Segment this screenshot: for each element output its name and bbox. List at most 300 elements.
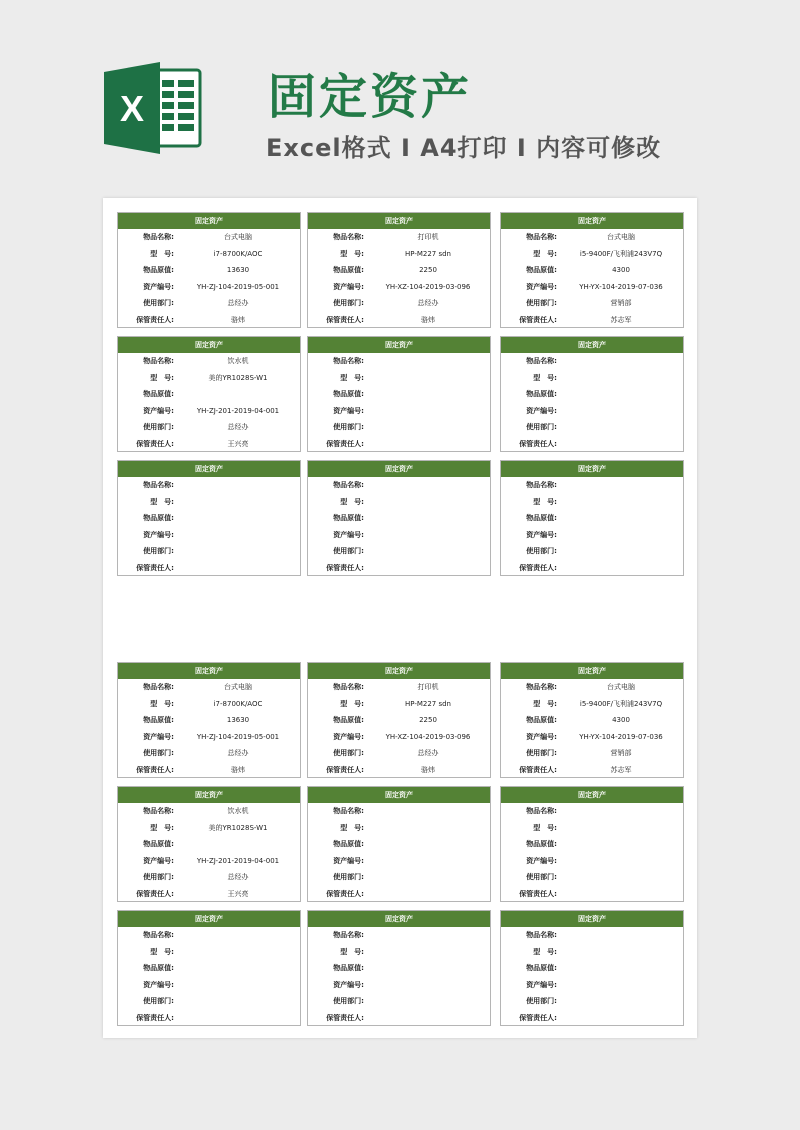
field-label: 型 号:	[340, 497, 364, 506]
field-row	[308, 510, 490, 527]
field-label: 使用部门:	[143, 749, 174, 758]
field-row	[118, 510, 300, 527]
field-value[interactable]: 台式电脑	[607, 233, 635, 241]
field-value[interactable]: 骆炜	[231, 315, 245, 324]
field-row	[501, 729, 683, 746]
field-row	[501, 803, 683, 820]
field-label: 资产编号:	[143, 406, 174, 415]
field-row	[501, 853, 683, 870]
field-label: 保管责任人:	[136, 439, 174, 448]
field-value[interactable]: 饮水机	[227, 807, 249, 815]
field-row	[118, 712, 300, 729]
field-value[interactable]: 营销部	[610, 299, 632, 308]
field-value[interactable]: 美的YR1028S-W1	[208, 823, 268, 832]
field-row	[118, 312, 300, 329]
asset-card	[307, 662, 491, 778]
field-label: 资产编号:	[526, 530, 557, 539]
field-label: 保管责任人:	[136, 765, 174, 774]
field-row	[308, 419, 490, 436]
field-value[interactable]: i7-8700K/AOC	[213, 699, 263, 708]
field-row	[501, 279, 683, 296]
field-label: 保管责任人:	[326, 315, 364, 324]
field-label: 物品名称:	[526, 683, 557, 691]
field-label: 资产编号:	[526, 406, 557, 415]
field-value[interactable]: 总经办	[227, 299, 249, 308]
field-row	[118, 436, 300, 453]
field-label: 物品原值:	[526, 266, 557, 275]
field-label: 保管责任人:	[519, 765, 557, 774]
field-row	[118, 295, 300, 312]
field-row	[308, 494, 490, 511]
field-row	[308, 803, 490, 820]
field-label: 使用部门:	[333, 997, 364, 1006]
field-row	[308, 436, 490, 453]
field-label: 物品名称:	[526, 481, 557, 489]
field-label: 使用部门:	[526, 299, 557, 308]
field-label: 物品名称:	[143, 807, 174, 815]
field-row	[118, 977, 300, 994]
field-label: 资产编号:	[526, 980, 557, 989]
field-label: 型 号:	[150, 373, 174, 382]
field-value[interactable]: 13630	[226, 716, 250, 725]
field-row	[308, 370, 490, 387]
field-row	[118, 246, 300, 263]
field-value[interactable]: 骆炜	[231, 765, 245, 774]
field-row	[501, 679, 683, 696]
field-row	[118, 886, 300, 903]
field-row	[501, 560, 683, 577]
field-value[interactable]: 王兴亮	[227, 889, 249, 898]
field-label: 使用部门:	[143, 997, 174, 1006]
field-label: 保管责任人:	[326, 563, 364, 572]
asset-card	[307, 910, 491, 1026]
field-row	[501, 386, 683, 403]
asset-card	[307, 336, 491, 452]
asset-card	[117, 212, 301, 328]
field-value[interactable]: 饮水机	[227, 357, 249, 365]
field-row	[308, 977, 490, 994]
field-row	[501, 977, 683, 994]
field-label: 保管责任人:	[136, 563, 174, 572]
card-title: 固定资产	[308, 663, 490, 679]
field-row	[308, 696, 490, 713]
field-label: 保管责任人:	[136, 889, 174, 898]
field-row	[118, 353, 300, 370]
field-value[interactable]: YH-ZJ-201-2019-04-001	[196, 856, 280, 865]
field-value[interactable]: YH-YX-104-2019-07-036	[579, 732, 663, 741]
field-row	[118, 869, 300, 886]
field-label: 型 号:	[533, 947, 557, 956]
asset-card	[500, 212, 684, 328]
field-row	[118, 229, 300, 246]
field-label: 物品名称:	[526, 233, 557, 241]
field-row	[118, 403, 300, 420]
field-label: 资产编号:	[526, 282, 557, 291]
field-value[interactable]: YH-ZJ-104-2019-05-001	[196, 732, 280, 741]
asset-card	[117, 336, 301, 452]
field-label: 物品原值:	[143, 716, 174, 725]
field-label: 保管责任人:	[326, 889, 364, 898]
field-label: 物品原值:	[526, 514, 557, 523]
field-label: 资产编号:	[143, 980, 174, 989]
card-title: 固定资产	[308, 911, 490, 927]
field-label: 使用部门:	[143, 299, 174, 308]
field-row	[118, 279, 300, 296]
field-row	[308, 836, 490, 853]
field-value[interactable]: 4300	[612, 716, 630, 725]
field-row	[308, 527, 490, 544]
field-row	[308, 560, 490, 577]
field-row	[501, 762, 683, 779]
field-row	[308, 853, 490, 870]
field-label: 型 号:	[150, 249, 174, 258]
field-label: 型 号:	[340, 823, 364, 832]
field-label: 使用部门:	[333, 547, 364, 556]
field-value[interactable]: 台式电脑	[224, 683, 252, 691]
field-value[interactable]: 台式电脑	[224, 233, 252, 241]
card-title: 固定资产	[118, 787, 300, 803]
asset-card	[307, 212, 491, 328]
field-label: 资产编号:	[333, 856, 364, 865]
field-row	[118, 419, 300, 436]
field-row	[501, 295, 683, 312]
field-value[interactable]: 2250	[419, 716, 437, 725]
card-title: 固定资产	[501, 911, 683, 927]
field-label: 型 号:	[533, 823, 557, 832]
field-row	[501, 312, 683, 329]
field-row	[118, 262, 300, 279]
field-row	[308, 1010, 490, 1027]
field-row	[308, 543, 490, 560]
field-row	[118, 993, 300, 1010]
field-value[interactable]: 苏志军	[610, 765, 632, 774]
field-row	[308, 403, 490, 420]
field-row	[308, 944, 490, 961]
field-row	[308, 869, 490, 886]
field-row	[308, 279, 490, 296]
card-title: 固定资产	[308, 337, 490, 353]
field-value[interactable]: YH-XZ-104-2019-03-096	[385, 732, 471, 741]
field-row	[501, 836, 683, 853]
field-label: 物品名称:	[333, 481, 364, 489]
field-row	[118, 960, 300, 977]
field-label: 使用部门:	[526, 547, 557, 556]
field-row	[118, 679, 300, 696]
field-row	[501, 436, 683, 453]
field-row	[118, 386, 300, 403]
field-value[interactable]: 总经办	[227, 873, 249, 882]
field-label: 物品原值:	[143, 514, 174, 523]
field-row	[308, 820, 490, 837]
field-row	[308, 386, 490, 403]
field-row	[308, 312, 490, 329]
field-label: 使用部门:	[333, 873, 364, 882]
field-row	[501, 510, 683, 527]
logo-letter: X	[119, 88, 145, 129]
field-label: 物品原值:	[333, 514, 364, 523]
field-label: 使用部门:	[143, 547, 174, 556]
field-row	[308, 353, 490, 370]
card-title: 固定资产	[118, 213, 300, 229]
field-row	[501, 886, 683, 903]
asset-card	[500, 460, 684, 576]
field-value[interactable]: 总经办	[227, 423, 249, 432]
field-row	[501, 1010, 683, 1027]
field-label: 物品名称:	[333, 233, 364, 241]
field-label: 资产编号:	[143, 530, 174, 539]
field-label: 保管责任人:	[519, 439, 557, 448]
field-row	[308, 960, 490, 977]
field-label: 物品名称:	[526, 931, 557, 939]
field-row	[308, 262, 490, 279]
field-row	[308, 762, 490, 779]
asset-card	[500, 786, 684, 902]
card-title: 固定资产	[501, 213, 683, 229]
field-value[interactable]: YH-ZJ-104-2019-05-001	[196, 282, 280, 291]
field-row	[118, 762, 300, 779]
field-row	[501, 944, 683, 961]
page-title: 固定资产	[268, 69, 473, 125]
field-row	[118, 494, 300, 511]
field-label: 保管责任人:	[519, 315, 557, 324]
asset-card	[307, 786, 491, 902]
field-label: 型 号:	[533, 249, 557, 258]
field-label: 保管责任人:	[519, 1013, 557, 1022]
field-label: 资产编号:	[143, 282, 174, 291]
field-label: 物品原值:	[143, 840, 174, 849]
field-row	[308, 229, 490, 246]
field-label: 物品原值:	[526, 840, 557, 849]
field-label: 物品名称:	[526, 807, 557, 815]
field-row	[308, 477, 490, 494]
field-label: 保管责任人:	[326, 439, 364, 448]
field-label: 资产编号:	[526, 732, 557, 741]
field-row	[118, 1010, 300, 1027]
field-label: 物品原值:	[333, 390, 364, 399]
field-label: 资产编号:	[143, 856, 174, 865]
field-value[interactable]: YH-ZJ-201-2019-04-001	[196, 406, 280, 415]
field-label: 资产编号:	[143, 732, 174, 741]
field-value[interactable]: 总经办	[417, 299, 439, 308]
card-title: 固定资产	[501, 337, 683, 353]
field-row	[118, 836, 300, 853]
field-row	[118, 745, 300, 762]
field-row	[308, 993, 490, 1010]
field-row	[501, 419, 683, 436]
field-label: 型 号:	[533, 699, 557, 708]
asset-card	[500, 910, 684, 1026]
field-label: 使用部门:	[333, 749, 364, 758]
field-row	[501, 745, 683, 762]
field-label: 物品名称:	[143, 931, 174, 939]
field-row	[501, 262, 683, 279]
field-label: 使用部门:	[333, 423, 364, 432]
field-label: 物品原值:	[333, 266, 364, 275]
field-row	[501, 370, 683, 387]
field-value[interactable]: 骆炜	[421, 765, 435, 774]
field-row	[308, 712, 490, 729]
card-title: 固定资产	[501, 663, 683, 679]
field-value[interactable]: 美的YR1028S-W1	[208, 373, 268, 382]
field-label: 型 号:	[533, 373, 557, 382]
field-row	[308, 679, 490, 696]
page-subtitle: Excel格式 I A4打印 I 内容可修改	[266, 134, 662, 162]
field-label: 型 号:	[340, 373, 364, 382]
field-value[interactable]: 总经办	[417, 749, 439, 758]
field-label: 保管责任人:	[519, 889, 557, 898]
field-row	[501, 927, 683, 944]
asset-card	[500, 662, 684, 778]
field-label: 资产编号:	[333, 282, 364, 291]
field-label: 保管责任人:	[136, 315, 174, 324]
field-label: 型 号:	[150, 947, 174, 956]
field-label: 使用部门:	[526, 423, 557, 432]
page-header	[0, 0, 800, 190]
field-row	[118, 527, 300, 544]
field-value[interactable]: 2250	[419, 266, 437, 275]
field-row	[501, 993, 683, 1010]
field-label: 物品原值:	[526, 390, 557, 399]
field-row	[308, 246, 490, 263]
card-title: 固定资产	[308, 213, 490, 229]
field-row	[118, 944, 300, 961]
field-row	[118, 477, 300, 494]
field-value[interactable]: HP-M227 sdn	[404, 699, 451, 708]
asset-card	[117, 460, 301, 576]
field-label: 使用部门:	[526, 997, 557, 1006]
card-title: 固定资产	[118, 911, 300, 927]
field-label: 资产编号:	[333, 530, 364, 539]
field-label: 使用部门:	[526, 749, 557, 758]
field-label: 资产编号:	[333, 406, 364, 415]
card-title: 固定资产	[118, 461, 300, 477]
field-label: 物品名称:	[143, 683, 174, 691]
field-label: 型 号:	[150, 699, 174, 708]
card-title: 固定资产	[308, 461, 490, 477]
field-label: 使用部门:	[143, 423, 174, 432]
field-row	[501, 229, 683, 246]
field-label: 物品名称:	[143, 233, 174, 241]
field-row	[308, 927, 490, 944]
field-row	[118, 803, 300, 820]
field-label: 型 号:	[340, 947, 364, 956]
field-label: 资产编号:	[333, 732, 364, 741]
field-value[interactable]: YH-XZ-104-2019-03-096	[385, 282, 471, 291]
asset-card	[117, 662, 301, 778]
field-row	[501, 353, 683, 370]
field-label: 物品名称:	[526, 357, 557, 365]
card-title: 固定资产	[118, 337, 300, 353]
field-row	[501, 712, 683, 729]
field-row	[501, 960, 683, 977]
field-label: 资产编号:	[333, 980, 364, 989]
field-row	[501, 820, 683, 837]
field-row	[308, 745, 490, 762]
field-label: 物品原值:	[333, 840, 364, 849]
field-label: 保管责任人:	[326, 1013, 364, 1022]
field-value[interactable]: 骆炜	[421, 315, 435, 324]
field-row	[118, 927, 300, 944]
field-label: 物品名称:	[333, 357, 364, 365]
field-label: 型 号:	[340, 249, 364, 258]
field-label: 物品名称:	[143, 357, 174, 365]
field-row	[501, 494, 683, 511]
field-value[interactable]: i7-8700K/AOC	[213, 249, 263, 258]
field-label: 保管责任人:	[326, 765, 364, 774]
field-value[interactable]: HP-M227 sdn	[404, 249, 451, 258]
field-label: 物品原值:	[526, 964, 557, 973]
field-row	[118, 820, 300, 837]
field-row	[308, 295, 490, 312]
field-row	[118, 729, 300, 746]
field-label: 物品名称:	[333, 807, 364, 815]
field-label: 使用部门:	[143, 873, 174, 882]
field-label: 物品名称:	[333, 683, 364, 691]
field-value[interactable]: 打印机	[417, 233, 439, 241]
field-label: 物品原值:	[333, 964, 364, 973]
field-label: 物品原值:	[333, 716, 364, 725]
field-row	[118, 853, 300, 870]
field-label: 型 号:	[150, 497, 174, 506]
card-title: 固定资产	[308, 787, 490, 803]
field-row	[118, 696, 300, 713]
field-value[interactable]: 打印机	[417, 683, 439, 691]
field-value[interactable]: 4300	[612, 266, 630, 275]
card-title: 固定资产	[501, 461, 683, 477]
field-row	[501, 869, 683, 886]
field-label: 物品原值:	[143, 964, 174, 973]
field-label: 使用部门:	[333, 299, 364, 308]
asset-card	[117, 786, 301, 902]
field-value[interactable]: 王兴亮	[227, 439, 249, 448]
field-label: 物品原值:	[526, 716, 557, 725]
field-value[interactable]: 台式电脑	[607, 683, 635, 691]
field-label: 资产编号:	[526, 856, 557, 865]
asset-card	[500, 336, 684, 452]
field-value[interactable]: 营销部	[610, 749, 632, 758]
field-label: 型 号:	[340, 699, 364, 708]
card-title: 固定资产	[118, 663, 300, 679]
field-value[interactable]: 13630	[226, 266, 250, 275]
field-value[interactable]: 苏志军	[610, 315, 632, 324]
field-row	[118, 370, 300, 387]
field-row	[118, 560, 300, 577]
field-row	[118, 543, 300, 560]
asset-card	[307, 460, 491, 576]
field-row	[501, 527, 683, 544]
card-title: 固定资产	[501, 787, 683, 803]
field-value[interactable]: YH-YX-104-2019-07-036	[579, 282, 663, 291]
field-label: 保管责任人:	[519, 563, 557, 572]
field-label: 使用部门:	[526, 873, 557, 882]
field-value[interactable]: i5-9400F/飞利浦243V7Q	[579, 249, 663, 258]
field-value[interactable]: 总经办	[227, 749, 249, 758]
field-row	[501, 246, 683, 263]
excel-logo-icon	[104, 60, 204, 156]
field-row	[308, 886, 490, 903]
field-label: 型 号:	[150, 823, 174, 832]
field-label: 保管责任人:	[136, 1013, 174, 1022]
field-label: 物品名称:	[143, 481, 174, 489]
field-label: 物品原值:	[143, 390, 174, 399]
field-row	[501, 403, 683, 420]
field-row	[501, 543, 683, 560]
field-row	[501, 696, 683, 713]
field-value[interactable]: i5-9400F/飞利浦243V7Q	[579, 699, 663, 708]
field-label: 型 号:	[533, 497, 557, 506]
a4-sheet	[103, 198, 697, 1038]
field-label: 物品名称:	[333, 931, 364, 939]
